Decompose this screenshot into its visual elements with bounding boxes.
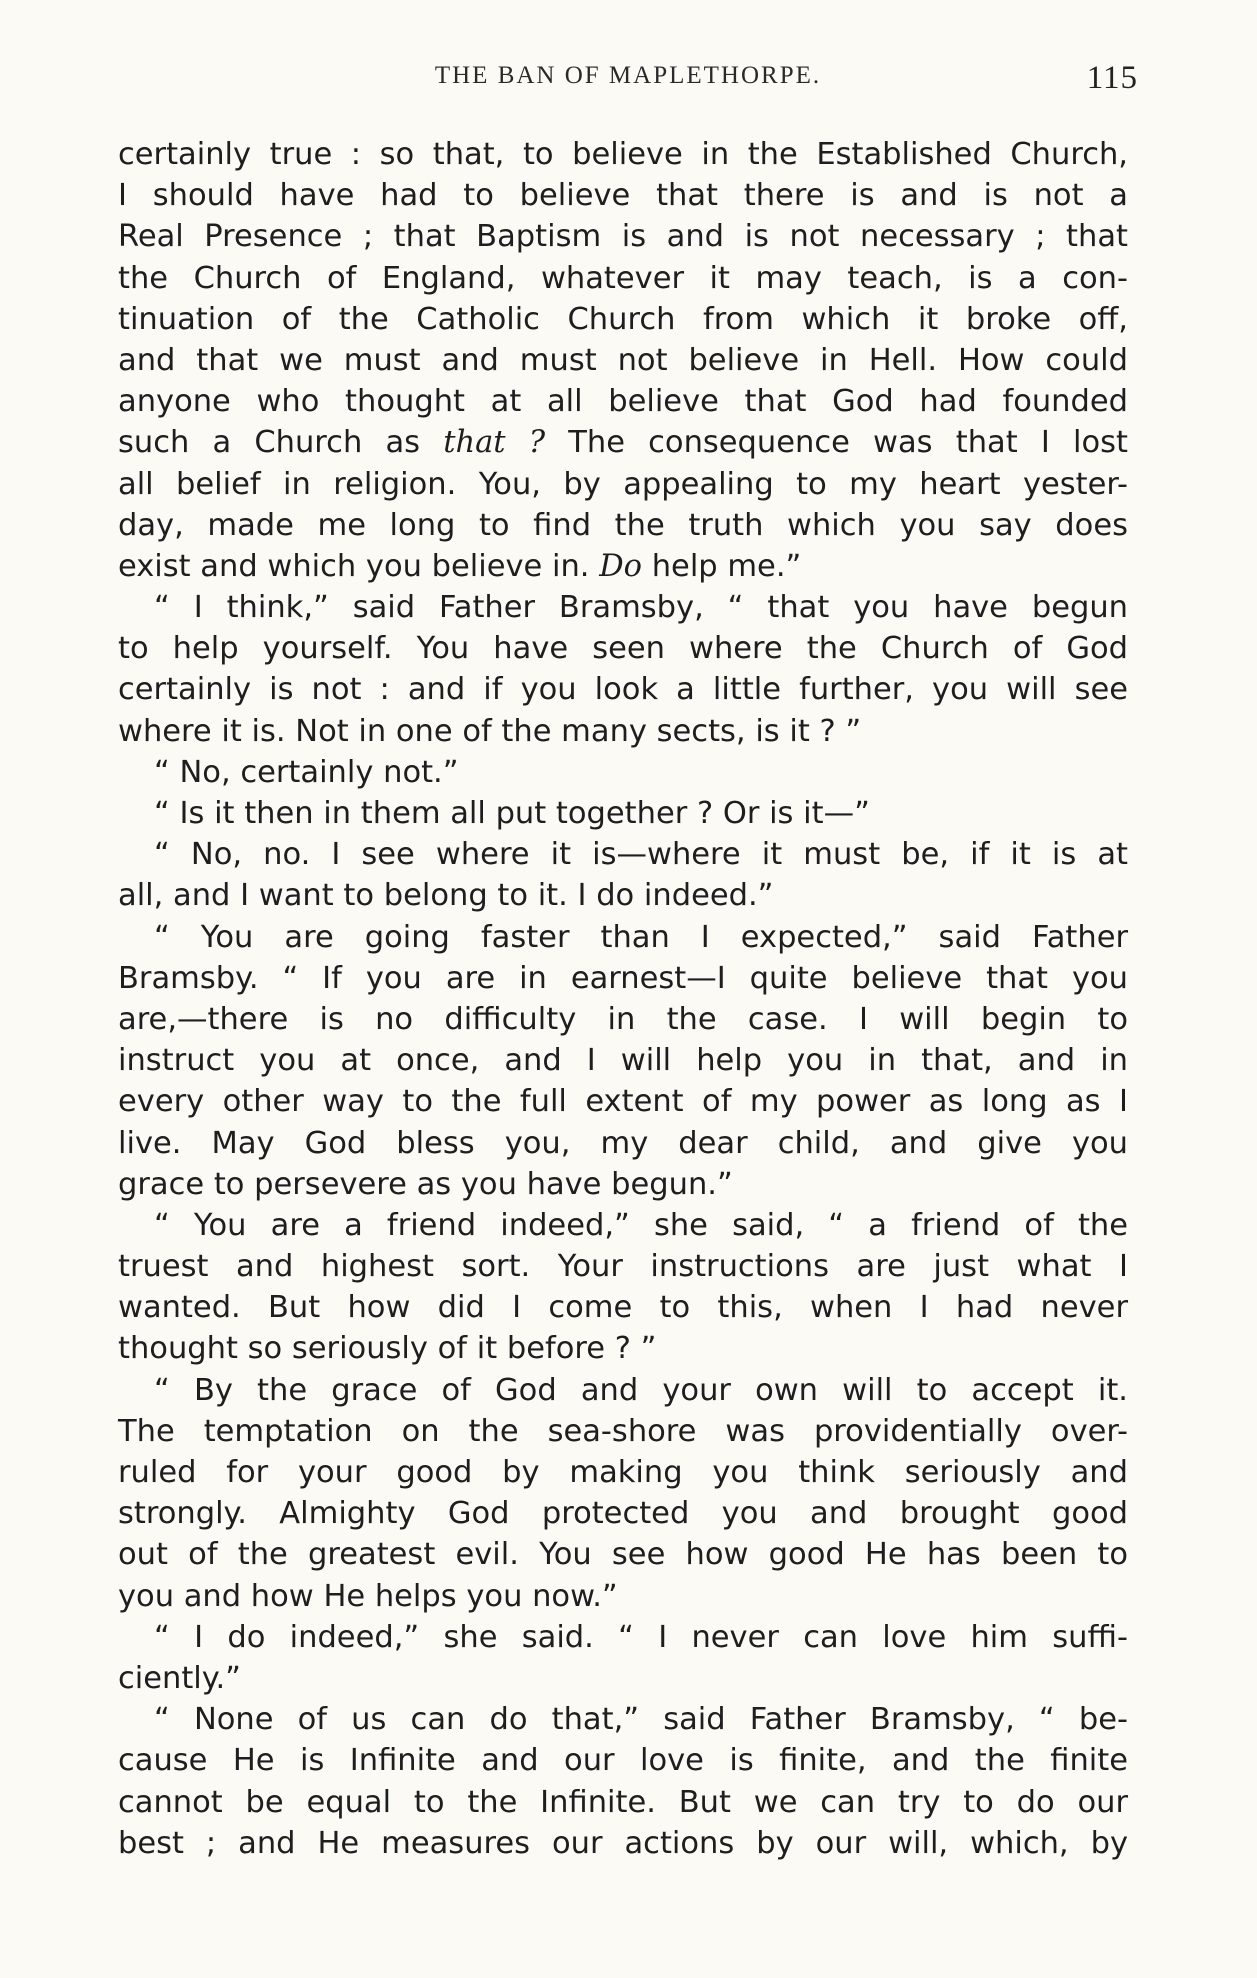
text-line: anyone who thought at all believe that God had founded xyxy=(118,384,1128,420)
text-line: grace to persevere as you have begun.” xyxy=(118,1166,733,1202)
text-line: to help yourself. You have seen where the Church of God xyxy=(118,631,1128,667)
text-line: the Church of England, whatever it may teach, is a con- xyxy=(118,260,1128,296)
text-line: strongly. Almighty God protected you and brought good xyxy=(118,1496,1128,1532)
text-line: “ No, certainly not.” xyxy=(154,754,459,790)
text-line: where it is. Not in one of the many sects, is it ? ” xyxy=(118,713,862,749)
text-line: all, and I want to belong to it. I do indeed.” xyxy=(118,878,774,914)
text-line xyxy=(118,546,1128,587)
text-line: The temptation on the sea-shore was providentially over- xyxy=(118,1413,1128,1449)
text-line: ciently.” xyxy=(118,1660,241,1696)
text-line: day, made me long to find the truth which you say does xyxy=(118,507,1128,543)
text-line: “ By the grace of God and your own will to accept it. xyxy=(154,1372,1128,1408)
text-line: “ You are going faster than I expected,” said Father xyxy=(154,919,1128,955)
text-line: “ None of us can do that,” said Father Bramsby, “ be- xyxy=(154,1702,1128,1738)
text-line: “ I do indeed,” she said. “ I never can love him suffi- xyxy=(154,1619,1128,1655)
italic-text: that ? xyxy=(443,425,546,461)
text-line: best ; and He measures our actions by our will, which, by xyxy=(118,1825,1128,1861)
text-line: “ I think,” said Father Bramsby, “ that you have begun xyxy=(154,590,1128,626)
text-segment: The consequence was that I lost xyxy=(545,425,1128,461)
text-line: “ No, no. I see where it is—where it must be, if it is at xyxy=(154,837,1128,873)
text-line: instruct you at once, and I will help you in that, and in xyxy=(118,1043,1128,1079)
text-line: and that we must and must not believe in Hell. How could xyxy=(118,342,1128,378)
text-segment: help me.” xyxy=(642,548,802,584)
text-line: cannot be equal to the Infinite. But we can try to do our xyxy=(118,1784,1128,1820)
text-line: “ You are a friend indeed,” she said, “ a friend of the xyxy=(154,1207,1128,1243)
body-text xyxy=(118,134,1128,1864)
italic-text: Do xyxy=(599,548,643,584)
text-line: certainly true : so that, to believe in the Established Church, xyxy=(118,137,1128,172)
text-line: live. May God bless you, my dear child, and give you xyxy=(118,1125,1128,1161)
running-head xyxy=(118,60,1138,104)
text-segment: exist and which you believe in. xyxy=(118,548,600,584)
text-line xyxy=(118,422,1128,463)
text-line: Real Presence ; that Baptism is and is not necessary ; that xyxy=(118,219,1128,255)
text-line: tinuation of the Catholic Church from which it broke off, xyxy=(118,301,1128,337)
text-line: you and how He helps you now.” xyxy=(118,1578,618,1614)
text-line: “ Is it then in them all put together ? Or is it—” xyxy=(154,796,870,831)
text-line: cause He is Infinite and our love is finite, and the finite xyxy=(118,1743,1128,1779)
text-line: out of the greatest evil. You see how good He has been to xyxy=(118,1537,1128,1573)
running-title: THE BAN OF MAPLETHORPE. xyxy=(434,62,822,89)
text-line: all belief in religion. You, by appealing to my heart yester- xyxy=(118,466,1128,502)
text-line: ruled for your good by making you think seriously and xyxy=(118,1455,1128,1490)
text-line: truest and highest sort. Your instructions are just what I xyxy=(118,1249,1128,1285)
text-line: Bramsby. “ If you are in earnest—I quite believe that you xyxy=(118,960,1128,996)
text-line: every other way to the full extent of my power as long as I xyxy=(118,1084,1128,1120)
text-line: thought so seriously of it before ? ” xyxy=(118,1331,657,1367)
text-segment: such a Church as xyxy=(118,425,444,461)
text-line: I should have had to believe that there is and is not a xyxy=(118,178,1128,214)
text-line: wanted. But how did I come to this, when I had never xyxy=(118,1290,1128,1326)
text-line: certainly is not : and if you look a little further, you will see xyxy=(118,672,1128,708)
text-line: are,—there is no difficulty in the case. I will begin to xyxy=(118,1001,1128,1037)
page-number: 115 xyxy=(1086,60,1138,96)
